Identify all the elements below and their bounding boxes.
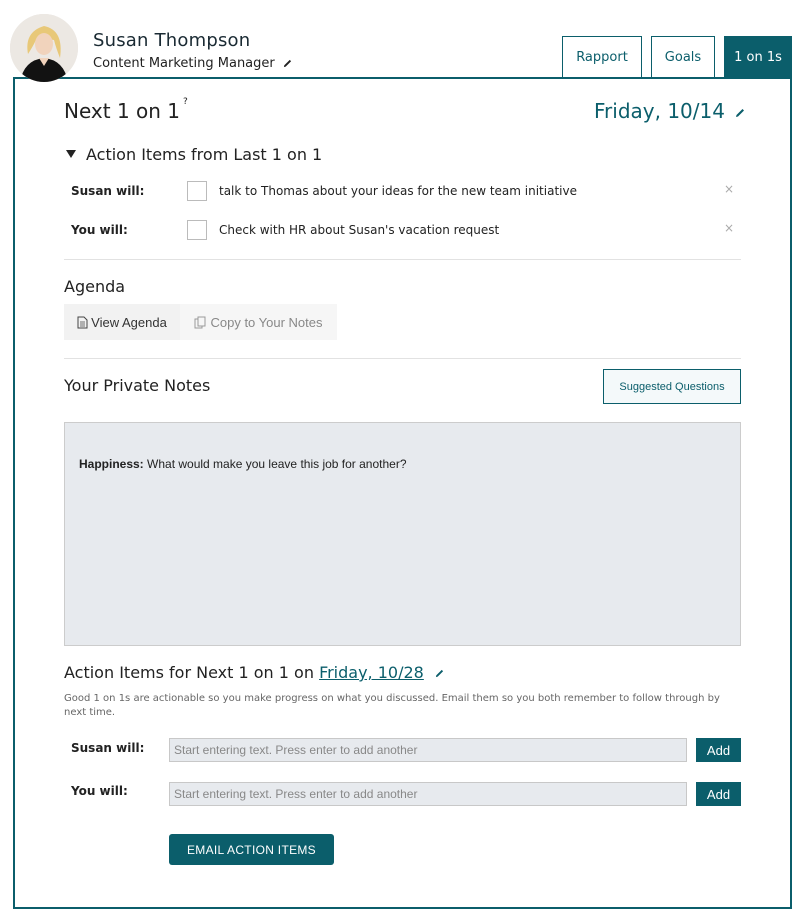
remove-action-item-icon[interactable]: ×: [724, 182, 735, 196]
last-action-owner-susan: Susan will:: [71, 184, 145, 198]
edit-next-date-pencil-icon[interactable]: [435, 669, 444, 678]
next-meeting-date-text[interactable]: Friday, 10/14: [594, 99, 725, 123]
copy-to-notes-button[interactable]: [180, 304, 337, 340]
edit-role-pencil-icon[interactable]: [283, 59, 292, 68]
next-action-items-heading: [64, 663, 444, 682]
action-items-hint: Good 1 on 1s are actionable so you make progress on what you discussed. Email them so you both remember to follow through by next time.: [64, 693, 720, 718]
remove-action-item-icon[interactable]: ×: [724, 221, 735, 235]
copy-to-notes-label: Copy to Your Notes: [210, 314, 323, 330]
note-question: What would make you leave this job for another?: [147, 457, 407, 471]
last-action-text-you: Check with HR about Susan's vacation request: [219, 223, 500, 237]
profile-name: Susan Thompson: [93, 30, 251, 51]
next-meeting-title-text: Next 1 on 1: [64, 99, 181, 123]
next-date-link[interactable]: Friday, 10/28: [319, 663, 424, 682]
susan-action-input[interactable]: [169, 738, 687, 762]
private-notes-editor[interactable]: [64, 422, 741, 646]
next-meeting-date[interactable]: [594, 99, 745, 123]
view-agenda-label: View Agenda: [91, 314, 167, 330]
email-action-items-button[interactable]: EMAIL ACTION ITEMS: [169, 834, 334, 865]
last-action-items-heading: Action Items from Last 1 on 1: [86, 145, 323, 164]
action-item-checkbox[interactable]: [187, 181, 207, 201]
suggested-questions-button[interactable]: Suggested Questions: [603, 369, 741, 404]
section-divider: [64, 259, 741, 260]
your-action-input[interactable]: [169, 782, 687, 806]
profile-role-text: Content Marketing Manager: [93, 56, 275, 71]
copy-icon: [194, 316, 207, 329]
tab-1on1s[interactable]: 1 on 1s: [724, 36, 792, 78]
section-divider: [64, 358, 741, 359]
avatar: [10, 14, 78, 82]
view-agenda-button[interactable]: [64, 304, 180, 340]
next-action-owner-susan: Susan will:: [71, 741, 145, 755]
action-item-checkbox[interactable]: [187, 220, 207, 240]
add-susan-action-button[interactable]: Add: [696, 738, 741, 762]
next-action-owner-you: You will:: [71, 784, 128, 798]
agenda-heading: Agenda: [64, 277, 126, 296]
collapse-triangle-icon: [66, 150, 76, 158]
help-icon[interactable]: ?: [183, 97, 188, 107]
last-action-items-toggle[interactable]: [66, 145, 322, 164]
next-meeting-title: [64, 99, 188, 123]
add-your-action-button[interactable]: Add: [696, 782, 741, 806]
profile-role: [93, 56, 292, 71]
next-action-items-heading-text: Action Items for Next 1 on 1 on: [64, 663, 314, 682]
tab-rapport[interactable]: Rapport: [562, 36, 642, 78]
edit-date-pencil-icon[interactable]: [735, 108, 745, 118]
tab-goals[interactable]: Goals: [651, 36, 715, 78]
note-topic: Happiness:: [79, 457, 144, 471]
last-action-text-susan: talk to Thomas about your ideas for the new team initiative: [219, 184, 577, 198]
last-action-owner-you: You will:: [71, 223, 128, 237]
private-notes-heading: Your Private Notes: [64, 376, 211, 395]
document-icon: [77, 316, 88, 329]
